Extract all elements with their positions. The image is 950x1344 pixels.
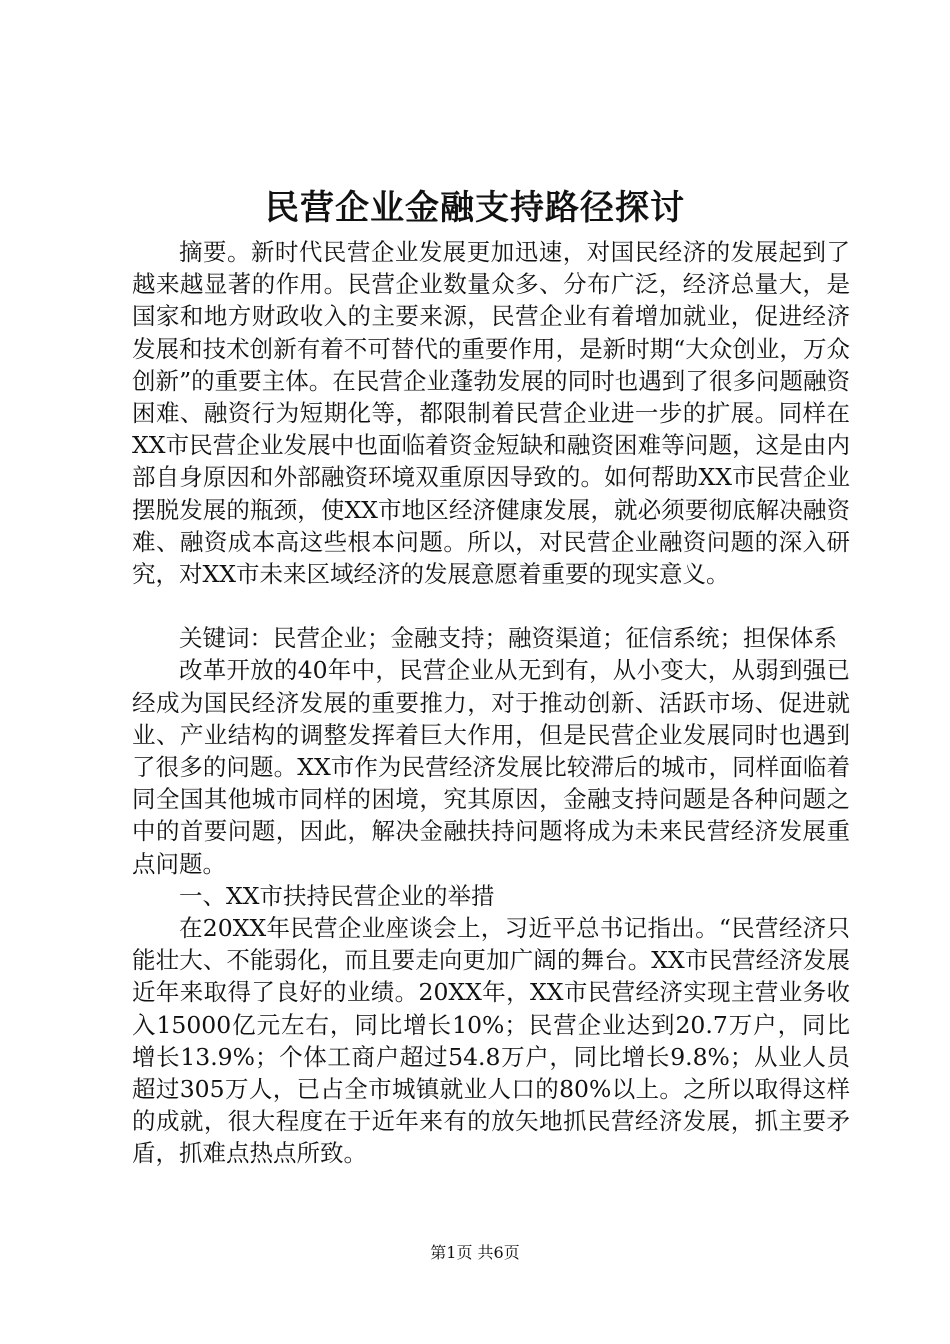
section-paragraph: 在20XX年民营企业座谈会上，习近平总书记指出。“民营经济只能壮大、不能弱化，而且要走向更加广阔的舞台。XX市民营经济发展近年来取得了良好的业绩。20XX年，XX市民营经济实现主营业务收入15000亿元左右，同比增长10%；民营企业达到20.7万户，同比增长13.9%；个体工商户超过54.8万户，同比增长9.8%；从业人员超过305万人，已占全市城镇就业人口的80%以上。之所以取得这样的成就，很大程度在于近年来有的放矢地抓民营经济发展，抓主要矛盾，抓难点热点所致。 [132,914,850,1168]
document-title: 民营企业金融支持路径探讨 [265,188,685,228]
document-body [132,236,850,1170]
page-footer: 第1页 共6页 [430,1243,520,1262]
keywords-paragraph: 关键词：民营企业；金融支持；融资渠道；征信系统；担保体系 [179,624,837,653]
intro-paragraph: 改革开放的40年中，民营企业从无到有，从小变大，从弱到强已经成为国民经济发展的重要推力，对于推动创新、活跃市场、促进就业、产业结构的调整发挥着巨大作用，但是民营企业发展同时也遇到了很多的问题。XX市作为民营经济发展比较滞后的城市，同样面临着同全国其他城市同样的困境，究其原因，金融支持问题是各种问题之中的首要问题，因此，解决金融扶持问题将成为未来民营经济发展重点问题。 [132,656,850,878]
section-heading: 一、XX市扶持民营企业的举措 [179,881,495,910]
abstract-paragraph: 摘要。新时代民营企业发展更加迅速，对国民经济的发展起到了越来越显著的作用。民营企业数量众多、分布广泛，经济总量大，是国家和地方财政收入的主要来源，民营企业有着增加就业，促进经济发展和技术创新有着不可替代的重要作用，是新时期“大众创业，万众创新”的重要主体。在民营企业蓬勃发展的同时也遇到了很多问题融资困难、融资行为短期化等，都限制着民营企业进一步的扩展。同样在XX市民营企业发展中也面临着资金短缺和融资困难等问题，这是由内部自身原因和外部融资环境双重原因导致的。如何帮助XX市民营企业摆脱发展的瓶颈，使XX市地区经济健康发展，就必须要彻底解决融资难、融资成本高这些根本问题。所以，对民营企业融资问题的深入研究，对XX市未来区域经济的发展意愿着重要的现实意义。 [132,238,850,589]
